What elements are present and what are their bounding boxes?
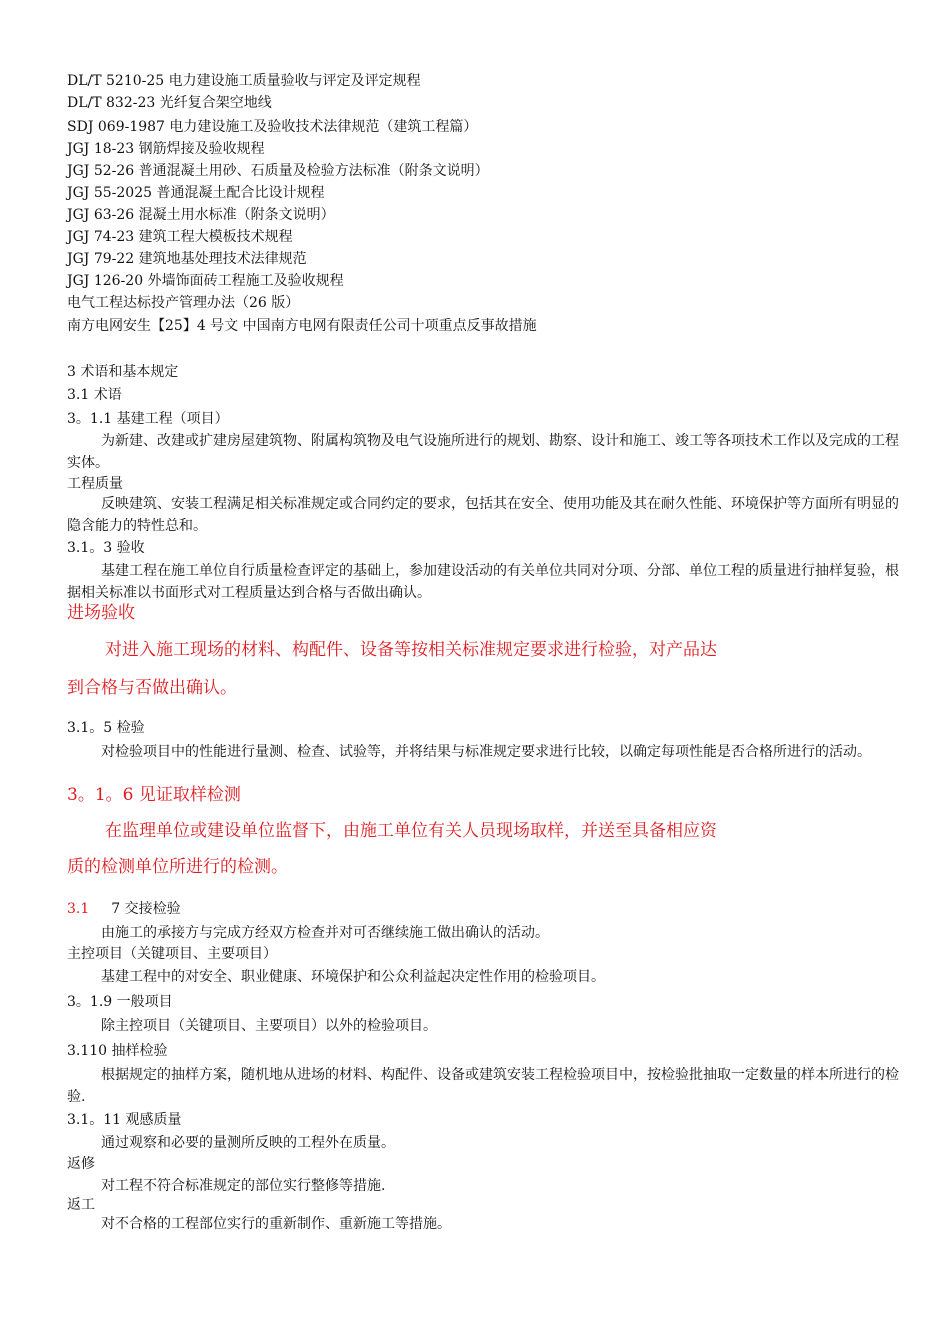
term-heading: 3。1.1 基建工程（项目） [67,411,229,427]
term-definition: 对不合格的工程部位实行的重新制作、重新施工等措施。 [101,1216,451,1232]
standard-item: JGJ 63-26 混凝土用水标准（附条文说明） [67,207,335,223]
term-definition: 对工程不符合标准规定的部位实行整修等措施. [101,1178,386,1194]
term-heading: 主控项目（关键项目、主要项目） [67,946,277,962]
term-definition: 基建工程在施工单位自行质量检查评定的基础上，参加建设活动的有关单位共同对分项、分部、单位工程的质量进行抽样复验，根据相关标准以书面形式对工程质量达到合格与否做出确认。 [67,563,899,601]
standard-item: JGJ 74-23 建筑工程大模板技术规程 [67,229,293,245]
term-definition: 反映建筑、安装工程满足相关标准规定或合同约定的要求，包括其在安全、使用功能及其在耐久性能、环境保护等方面所有明显的隐含能力的特性总和。 [67,496,899,534]
term-heading: 3.1。11 观感质量 [67,1112,182,1128]
term-definition: 为新建、改建或扩建房屋建筑物、附属构筑物及电气设施所进行的规划、勘察、设计和施工、竣工等各项技术工作以及完成的工程实体。 [67,433,899,471]
term-number: 3.1 [67,901,90,917]
term-heading: 工程质量 [67,476,123,492]
standard-item: JGJ 79-22 建筑地基处理技术法律规范 [67,251,307,267]
standard-item: SDJ 069-1987 电力建设施工及验收技术法律规范（建筑工程篇） [67,119,478,135]
term-definition: 对检验项目中的性能进行量测、检查、试验等，并将结果与标准规定要求进行比较，以确定每项性能是否合格所进行的活动。 [101,744,871,760]
section-title: 3 术语和基本规定 [67,364,179,380]
term-definition-red: 在监理单位或建设单位监督下，由施工单位有关人员现场取样，并送至具备相应资 [105,821,717,841]
term-heading-red: 进场验收 [67,603,135,623]
term-definition-red: 到合格与否做出确认。 [67,678,237,698]
standard-item: 电气工程达标投产管理办法（26 版） [67,295,300,311]
term-definition: 除主控项目（关键项目、主要项目）以外的检验项目。 [101,1018,437,1034]
standard-item: DL/T 5210-25 电力建设施工质量验收与评定及评定规程 [67,73,421,89]
standard-item: JGJ 126-20 外墙饰面砖工程施工及验收规程 [67,273,344,289]
term-heading-red: 3。1。6 见证取样检测 [67,785,241,805]
term-heading: 3.110 抽样检验 [67,1043,168,1059]
term-definition: 由施工的承接方与完成方经双方检查并对可否继续施工做出确认的活动。 [101,925,549,941]
term-heading: 3。1.9 一般项目 [67,994,173,1010]
term-heading: 3.1。5 检验 [67,720,145,736]
term-definition-red: 质的检测单位所进行的检测。 [67,857,288,877]
term-heading [67,899,181,919]
term-title: 7 交接检验 [111,901,181,917]
term-heading: 返工 [67,1197,95,1213]
subsection-title: 3.1 术语 [67,387,122,403]
standard-item: DL/T 832-23 光纤复合架空地线 [67,95,272,111]
standard-item: 南方电网安生【25】4 号文 中国南方电网有限责任公司十项重点反事故措施 [67,318,537,334]
term-heading: 返修 [67,1156,95,1172]
term-definition: 通过观察和必要的量测所反映的工程外在质量。 [101,1135,395,1151]
standard-item: JGJ 18-23 钢筋焊接及验收规程 [67,141,265,157]
term-definition: 根据规定的抽样方案，随机地从进场的材料、构配件、设备或建筑安装工程检验项目中，按检验批抽取一定数量的样本所进行的检验. [67,1067,899,1105]
standard-item: JGJ 55-2025 普通混凝土配合比设计规程 [67,185,325,201]
term-definition-red: 对进入施工现场的材料、构配件、设备等按相关标准规定要求进行检验，对产品达 [105,640,717,660]
term-heading: 3.1。3 验收 [67,540,145,556]
term-definition: 基建工程中的对安全、职业健康、环境保护和公众利益起决定性作用的检验项目。 [101,969,605,985]
standard-item: JGJ 52-26 普通混凝土用砂、石质量及检验方法标准（附条文说明） [67,163,489,179]
